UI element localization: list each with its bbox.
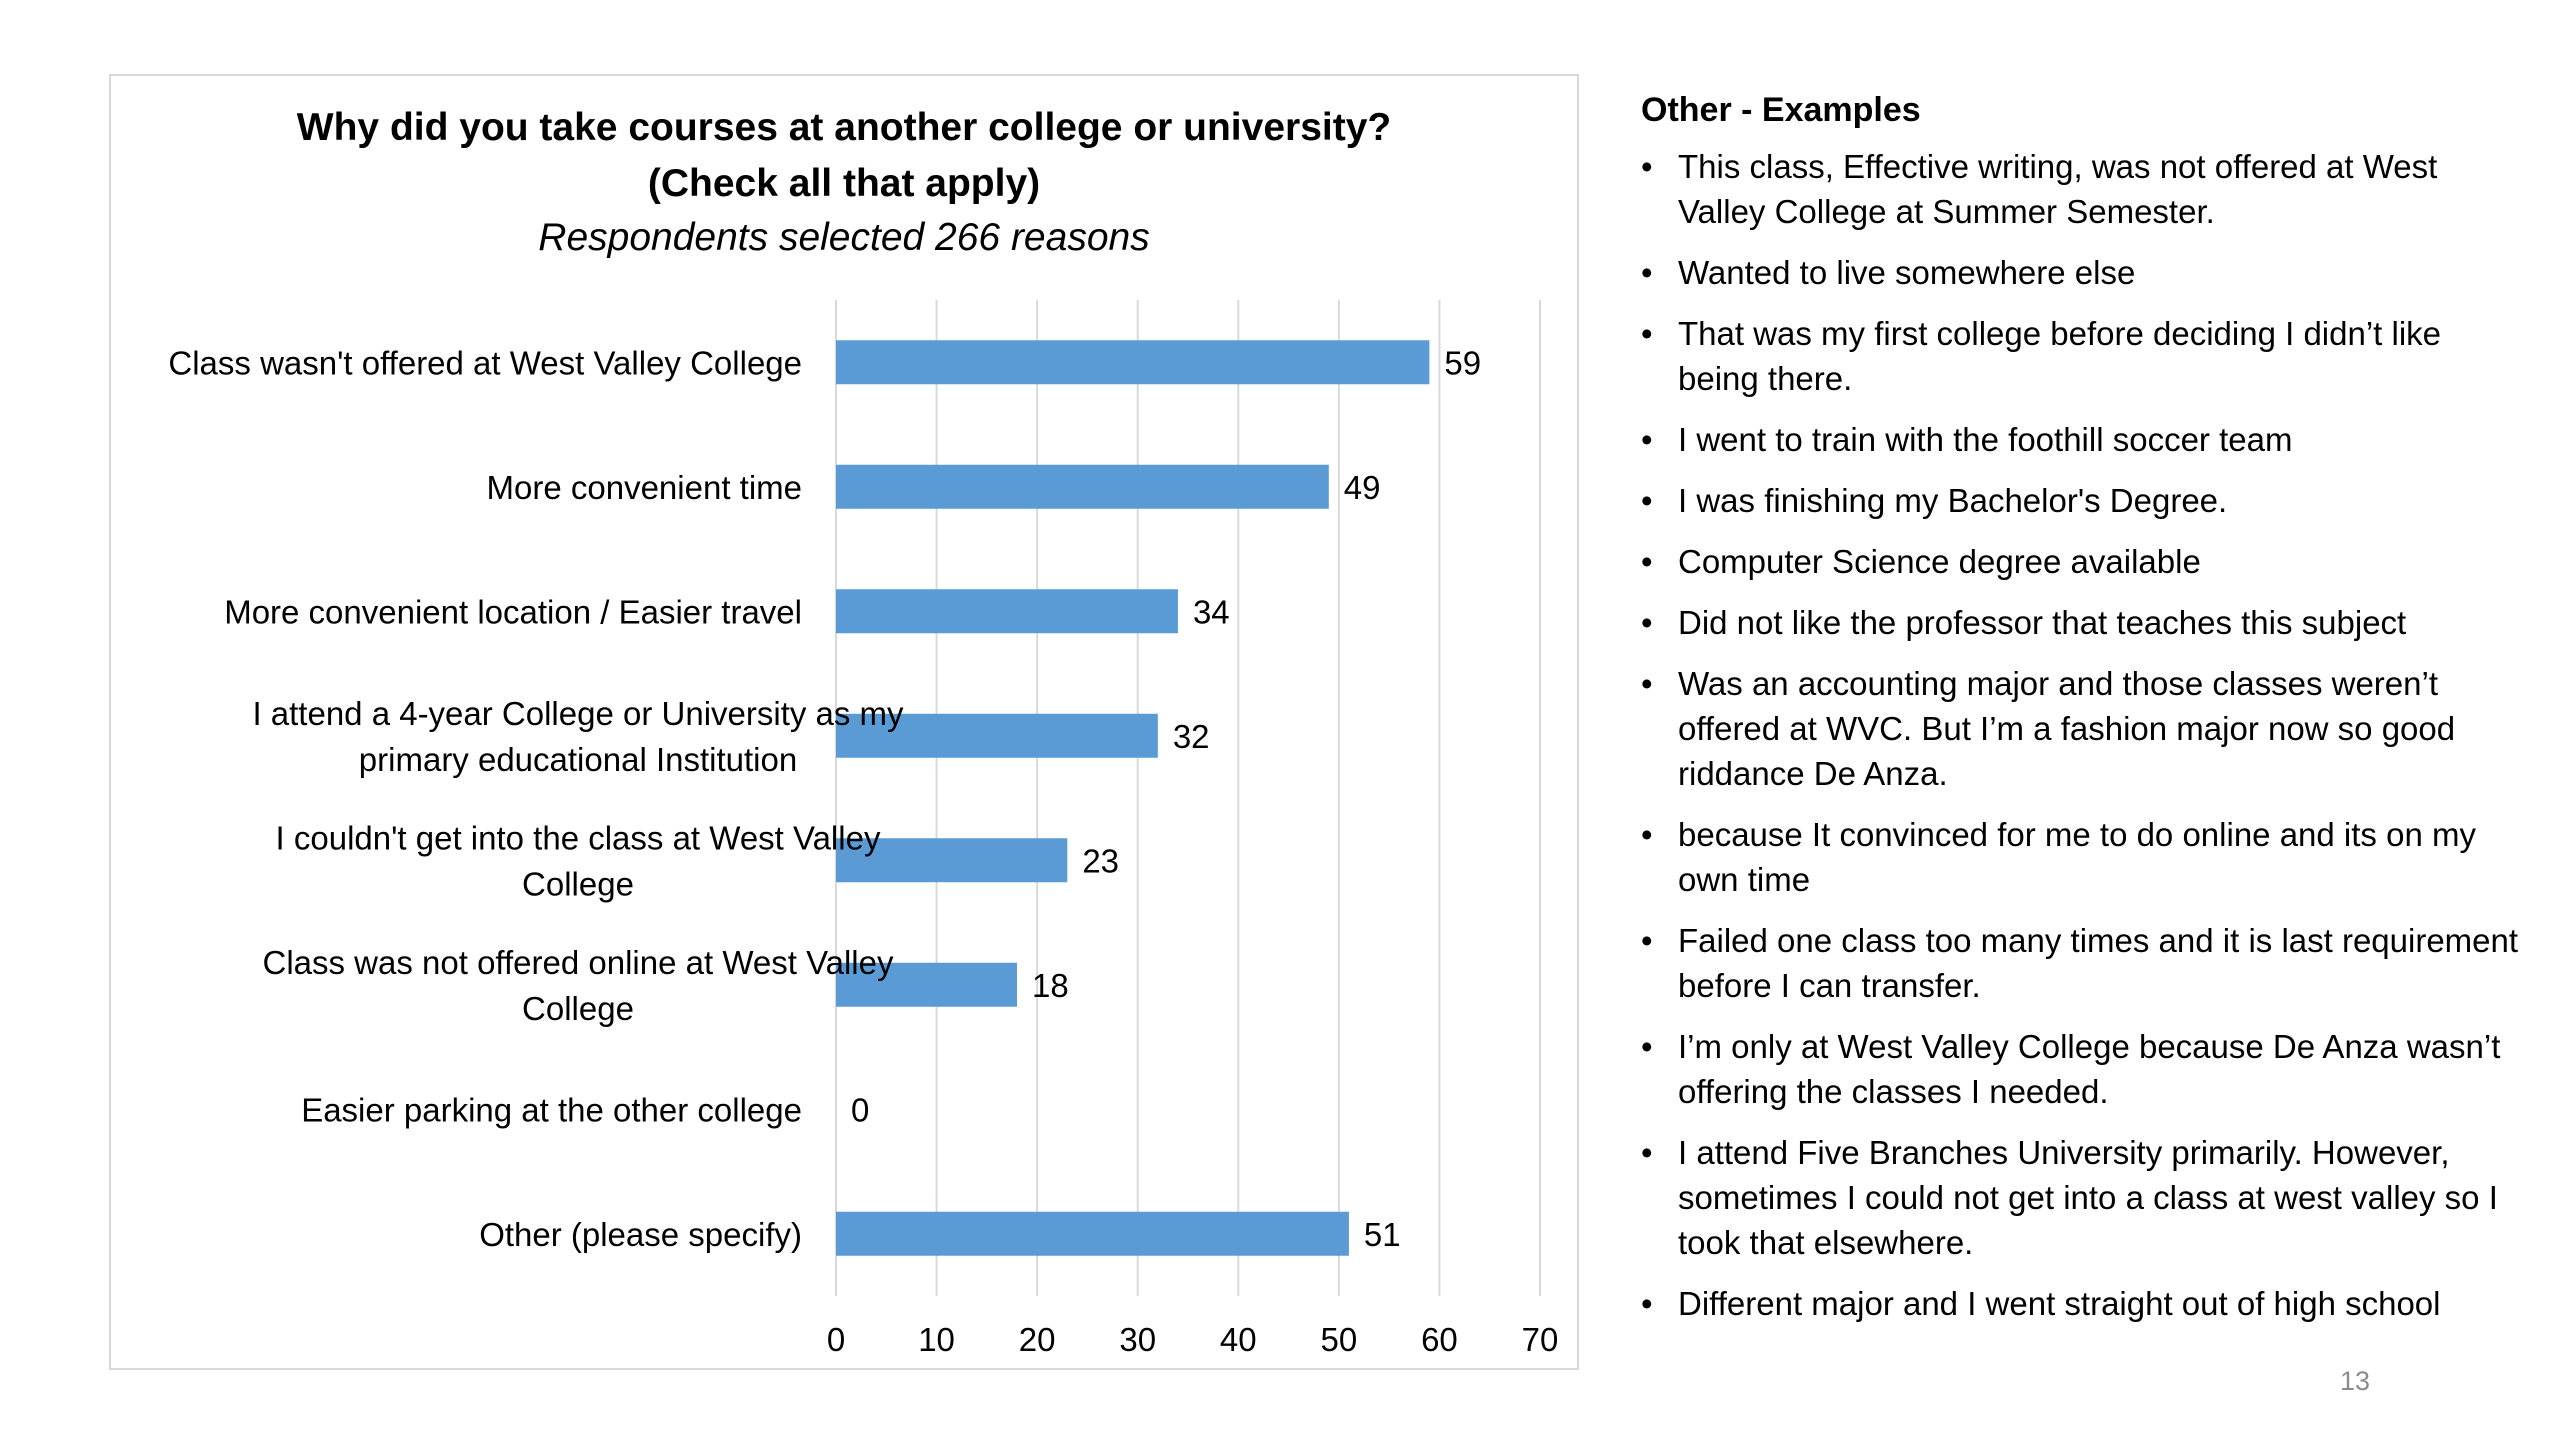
bar-chart bbox=[111, 76, 1577, 1368]
category-label-line: More convenient time bbox=[486, 468, 802, 506]
other-example-item bbox=[1641, 311, 2521, 401]
bullet-icon: • bbox=[1641, 482, 1653, 519]
other-example-item bbox=[1641, 539, 2521, 584]
category-label bbox=[487, 469, 802, 506]
other-example-text: Computer Science degree available bbox=[1678, 543, 2201, 580]
other-example-item bbox=[1641, 478, 2521, 523]
other-example-text: That was my first college before deciding I didn’t like being there. bbox=[1678, 315, 2442, 397]
other-examples-list bbox=[1641, 144, 2521, 1326]
data-label: 34 bbox=[1192, 593, 1230, 631]
other-example-text: because It convinced for me to do online and its on my own time bbox=[1678, 816, 2476, 898]
chart-title-line-2: (Check all that apply) bbox=[647, 162, 1041, 205]
bar bbox=[836, 465, 1329, 509]
category-label bbox=[276, 819, 881, 902]
bar bbox=[836, 589, 1178, 633]
category-label-line: I couldn't get into the class at West Valley bbox=[275, 819, 881, 857]
bar bbox=[836, 340, 1429, 384]
bar bbox=[836, 1212, 1349, 1256]
other-examples-panel bbox=[1641, 82, 2521, 1342]
category-label-line: Class wasn't offered at West Valley College bbox=[168, 344, 802, 382]
chart-subtitle: Respondents selected 266 reasons bbox=[538, 216, 1150, 259]
chart-title-line-1: Why did you take courses at another college or university? bbox=[296, 106, 1392, 149]
other-example-text: This class, Effective writing, was not offered at West Valley College at Summer Semester. bbox=[1678, 148, 2438, 230]
other-example-text: I attend Five Branches University primarily. However, sometimes I could not get into a class at west valley so I took that elsewhere. bbox=[1678, 1134, 2498, 1261]
bullet-icon: • bbox=[1641, 665, 1653, 702]
other-example-item bbox=[1641, 600, 2521, 645]
category-label-line: College bbox=[522, 865, 634, 903]
category-label bbox=[263, 944, 894, 1027]
x-tick-label: 70 bbox=[1521, 1321, 1559, 1358]
x-tick-label: 50 bbox=[1320, 1321, 1358, 1358]
other-example-item bbox=[1641, 812, 2521, 902]
bullet-icon: • bbox=[1641, 816, 1653, 853]
chart-panel bbox=[109, 74, 1579, 1370]
category-label bbox=[224, 593, 802, 630]
bullet-icon: • bbox=[1641, 1285, 1653, 1322]
x-tick-label: 20 bbox=[1018, 1321, 1056, 1358]
category-label-line: More convenient location / Easier travel bbox=[224, 593, 802, 631]
bullet-icon: • bbox=[1641, 421, 1653, 458]
category-label bbox=[168, 344, 802, 381]
category-label-line: I attend a 4-year College or University as my bbox=[252, 694, 904, 732]
other-example-text: Failed one class too many times and it is last requirement before I can transfer. bbox=[1678, 922, 2519, 1004]
other-examples-heading: Other - Examples bbox=[1641, 91, 1921, 129]
page-number: 13 bbox=[2340, 1366, 2371, 1396]
category-label-line: Other (please specify) bbox=[479, 1215, 802, 1253]
other-example-text: Did not like the professor that teaches this subject bbox=[1678, 604, 2407, 641]
category-label bbox=[252, 695, 904, 778]
bullet-icon: • bbox=[1641, 604, 1653, 641]
x-tick-label: 30 bbox=[1119, 1321, 1157, 1358]
data-label: 23 bbox=[1082, 842, 1120, 880]
other-example-item bbox=[1641, 661, 2521, 796]
other-example-text: I’m only at West Valley College because De Anza wasn’t offering the classes I needed. bbox=[1678, 1028, 2501, 1110]
category-label bbox=[301, 1091, 802, 1128]
data-label: 18 bbox=[1032, 966, 1069, 1004]
bullet-icon: • bbox=[1641, 148, 1653, 185]
other-example-item bbox=[1641, 1024, 2521, 1114]
category-label-line: Class was not offered online at West Valley bbox=[262, 943, 894, 981]
other-example-text: Was an accounting major and those classes weren’t offered at WVC. But I’m a fashion major now so good riddance De Anza. bbox=[1678, 665, 2456, 792]
other-example-text: I was finishing my Bachelor's Degree. bbox=[1678, 482, 2228, 519]
category-label-line: primary educational Institution bbox=[358, 740, 798, 778]
x-tick-label: 60 bbox=[1421, 1321, 1458, 1358]
other-example-item bbox=[1641, 144, 2521, 234]
category-label-line: Easier parking at the other college bbox=[301, 1091, 802, 1129]
x-tick-label: 10 bbox=[918, 1321, 955, 1358]
other-example-item bbox=[1641, 1130, 2521, 1265]
x-tick-label: 40 bbox=[1219, 1321, 1257, 1358]
bullet-icon: • bbox=[1641, 543, 1653, 580]
category-label bbox=[479, 1216, 802, 1253]
other-example-item bbox=[1641, 918, 2521, 1008]
bullet-icon: • bbox=[1641, 922, 1653, 959]
data-label: 0 bbox=[851, 1091, 870, 1129]
data-label: 51 bbox=[1363, 1215, 1401, 1253]
other-example-text: Wanted to live somewhere else bbox=[1678, 254, 2136, 291]
other-example-item bbox=[1641, 417, 2521, 462]
category-label-line: College bbox=[522, 989, 634, 1027]
other-example-item bbox=[1641, 1281, 2521, 1326]
bullet-icon: • bbox=[1641, 254, 1653, 291]
x-tick-label: 0 bbox=[826, 1321, 846, 1358]
bullet-icon: • bbox=[1641, 1028, 1653, 1065]
data-label: 49 bbox=[1343, 468, 1381, 506]
data-label: 32 bbox=[1172, 717, 1210, 755]
other-example-text: Different major and I went straight out of high school bbox=[1678, 1285, 2441, 1322]
other-example-text: I went to train with the foothill soccer team bbox=[1678, 421, 2293, 458]
data-label: 59 bbox=[1444, 344, 1482, 382]
other-example-item bbox=[1641, 250, 2521, 295]
bullet-icon: • bbox=[1641, 1134, 1653, 1171]
bullet-icon: • bbox=[1641, 315, 1653, 352]
